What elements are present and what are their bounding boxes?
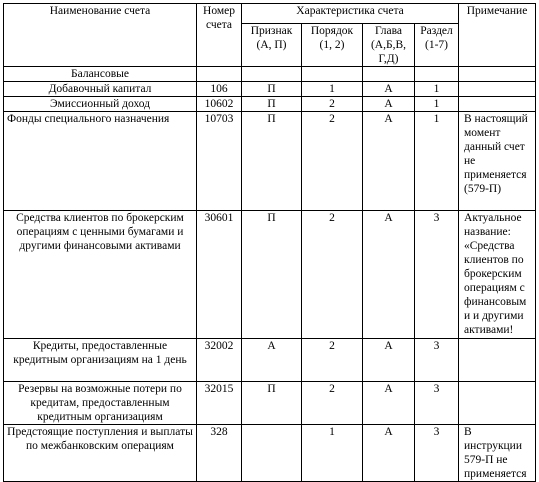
table-row [4,211,536,339]
table-row [4,112,536,211]
header-characteristics: Характеристика счета [242,4,459,24]
chapter-cell: А [363,97,415,112]
account-name-cell: Резервы на возможные потери по кредитам, предоставленным кредитным организациям [4,382,197,425]
account-number-cell: 32015 [197,382,242,425]
chapter-cell: А [363,425,415,482]
account-name-cell: Фонды специального назначения [4,112,197,211]
account-number-cell: 30601 [197,211,242,339]
header-notes: Примечание [459,4,536,67]
note-cell: Актуальное название: «Средства клиентов по брокерским операциям с финансовым и и другими активами! [459,211,536,339]
order-cell: 2 [302,112,363,211]
section-cell: 1 [415,112,459,211]
chapter-cell: А [363,82,415,97]
note-cell: В настоящий момент данный счет не применяется (579-П) [459,112,536,211]
chapter-cell: А [363,112,415,211]
sign-cell: П [242,112,302,211]
header-sign: Признак (А, П) [242,24,302,67]
table-row [4,339,536,382]
note-cell [459,82,536,97]
account-number-cell: 328 [197,425,242,482]
account-name-cell: Предстоящие поступления и выплаты по межбанковским операциям [4,425,197,482]
table-row [4,425,536,482]
section-cell: 1 [415,82,459,97]
account-name-cell: Эмиссионный доход [4,97,197,112]
chapter-cell: А [363,211,415,339]
sign-cell: П [242,211,302,339]
order-cell: 2 [302,382,363,425]
note-cell: В инструкции 579-П не применяется [459,425,536,482]
header-account-number: Номер счета [197,4,242,67]
chapter-cell: А [363,339,415,382]
section-cell: 3 [415,425,459,482]
order-cell: 2 [302,97,363,112]
note-cell [459,339,536,382]
table-row [4,82,536,97]
section-cell: 3 [415,382,459,425]
table-row [4,382,536,425]
header-order: Порядок (1, 2) [302,24,363,67]
note-cell [459,97,536,112]
section-row [4,67,536,82]
sign-cell: П [242,382,302,425]
account-number-cell: 10703 [197,112,242,211]
chapter-cell: А [363,382,415,425]
account-number-cell: 32002 [197,339,242,382]
section-cell: 3 [415,339,459,382]
order-cell: 1 [302,82,363,97]
order-cell: 2 [302,211,363,339]
header-section: Раздел (1-7) [415,24,459,67]
header-chapter: Глава (А,Б,В, Г,Д) [363,24,415,67]
account-name-cell: Добавочный капитал [4,82,197,97]
section-cell: 3 [415,211,459,339]
sign-cell: А [242,339,302,382]
sign-cell [242,425,302,482]
sign-cell: П [242,82,302,97]
header-account-name: Наименование счета [4,4,197,67]
order-cell: 2 [302,339,363,382]
account-name-cell: Средства клиентов по брокерским операциям с ценными бумагами и другими финансовыми активами [4,211,197,339]
section-cell: 1 [415,97,459,112]
order-cell: 1 [302,425,363,482]
table-row [4,97,536,112]
note-cell [459,382,536,425]
accounts-table [3,3,536,482]
account-number-cell: 106 [197,82,242,97]
sign-cell: П [242,97,302,112]
account-name-cell: Кредиты, предоставленные кредитным организациям на 1 день [4,339,197,382]
section-title: Балансовые [4,67,197,82]
account-number-cell: 10602 [197,97,242,112]
